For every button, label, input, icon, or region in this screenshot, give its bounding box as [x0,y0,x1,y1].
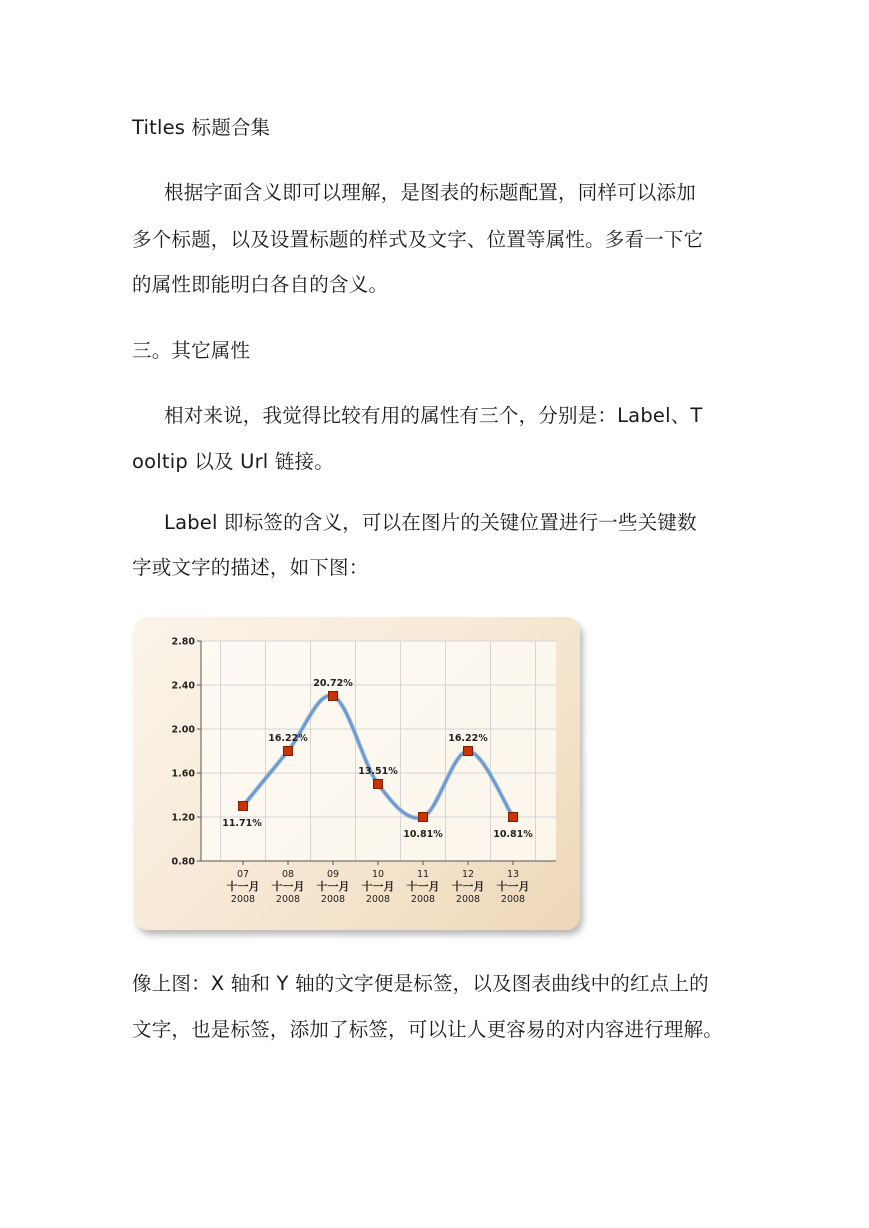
paragraph-line: 像上图：X 轴和 Y 轴的文字便是标签，以及图表曲线中的红点上的 [132,972,709,995]
data-point-label: 13.51% [358,766,398,777]
x-tick-label-year: 2008 [410,894,436,905]
x-tick-label-month: 十一月 [361,880,395,893]
data-point-label: 11.71% [222,818,262,829]
x-tick-label-month: 十一月 [406,880,440,893]
y-tick-label: 1.60 [171,768,195,780]
paragraph-line: 相对来说，我觉得比较有用的属性有三个，分别是：Label、T [164,404,703,427]
x-tick-label-day: 11 [416,869,430,880]
section-heading-titles: Titles 标题合集 [132,116,271,139]
data-point-marker [284,747,293,756]
x-tick-label-day: 09 [326,869,340,880]
data-point-marker [419,813,428,822]
x-tick-label-year: 2008 [365,894,391,905]
line-chart-svg [134,617,580,930]
x-tick-label-month: 十一月 [226,880,260,893]
paragraph-line: Label 即标签的含义，可以在图片的关键位置进行一些关键数 [164,511,697,534]
paragraph-line: ooltip 以及 Url 链接。 [132,450,334,473]
data-point-marker [509,813,518,822]
x-tick-label-month: 十一月 [271,880,305,893]
data-point-marker [464,747,473,756]
data-point-label: 10.81% [403,829,443,840]
x-tick-label-day: 08 [281,869,295,880]
x-tick-label-day: 07 [236,869,250,880]
paragraph-line: 多个标题，以及设置标题的样式及文字、位置等属性。多看一下它 [132,228,704,251]
x-tick-label-year: 2008 [275,894,301,905]
x-tick-label-month: 十一月 [496,880,530,893]
line-chart [134,617,580,930]
x-tick-label-year: 2008 [500,894,526,905]
data-point-label: 16.22% [448,733,488,744]
paragraph-line: 字或文字的描述，如下图： [132,556,369,579]
paragraph-line: 的属性即能明白各自的含义。 [132,273,389,296]
data-point-label: 20.72% [313,678,353,689]
data-point-marker [329,692,338,701]
y-tick-label: 2.80 [171,636,195,648]
x-tick-label-year: 2008 [455,894,481,905]
paragraph-line: 文字，也是标签，添加了标签，可以让人更容易的对内容进行理解。 [132,1018,724,1041]
x-tick-label-year: 2008 [320,894,346,905]
y-tick-label: 2.00 [171,724,195,736]
data-point-marker [239,802,248,811]
x-tick-label-year: 2008 [230,894,256,905]
y-tick-label: 2.40 [171,680,195,692]
section-heading-other-properties: 三。其它属性 [132,339,251,362]
y-tick-label: 1.20 [171,812,195,824]
data-point-marker [374,780,383,789]
data-point-label: 10.81% [493,829,533,840]
x-tick-label-month: 十一月 [316,880,350,893]
y-tick-label: 0.80 [171,856,195,868]
x-tick-label-day: 10 [371,869,385,880]
x-tick-label-day: 12 [461,869,475,880]
data-point-label: 16.22% [268,733,308,744]
x-tick-label-day: 13 [506,869,520,880]
x-tick-label-month: 十一月 [451,880,485,893]
paragraph-line: 根据字面含义即可以理解，是图表的标题配置，同样可以添加 [164,181,696,204]
